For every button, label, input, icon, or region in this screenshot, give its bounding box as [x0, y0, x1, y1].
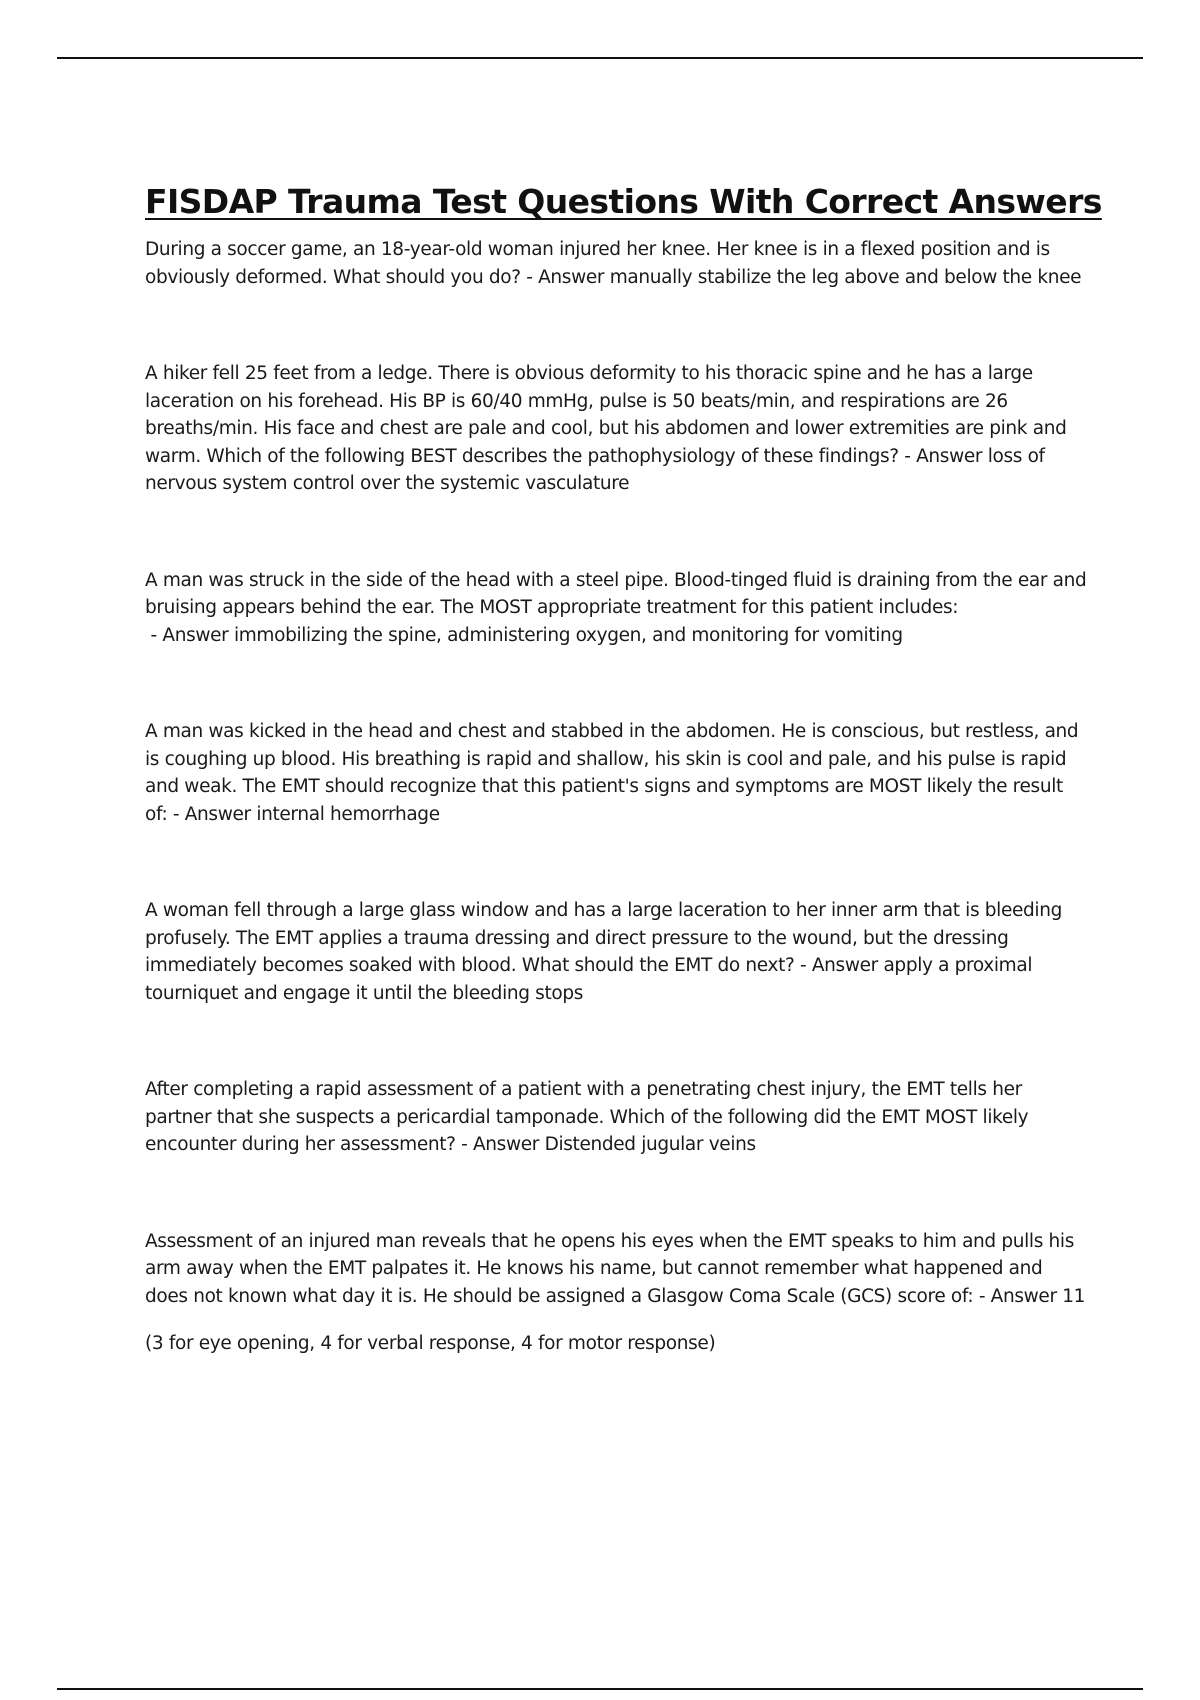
answer-separator: - Answer — [794, 955, 884, 976]
answer-separator: - Answer — [520, 266, 610, 288]
answer-separator: - Answer — [898, 445, 988, 467]
footer-divider — [57, 1688, 1143, 1690]
answer-text: 11 — [1062, 1285, 1086, 1307]
answer-text: loss of nervous system control over the systemic vasculature — [145, 445, 1045, 494]
qa-item-6 — [145, 1076, 1090, 1159]
answer-separator: - Answer — [145, 624, 234, 646]
qa-item-4 — [145, 718, 1090, 828]
header-divider — [57, 57, 1143, 59]
question-text: After completing a rapid assessment of a patient with a penetrating chest injury, the EMT tells her partner that she suspects a pericardial tamponade. Which of the following did the EMT MOST likely encounter during her assessment? — [145, 1079, 1029, 1155]
question-text: Assessment of an injured man reveals that he opens his eyes when the EMT speaks to him and pulls his arm away when the EMT palpates it. He knows his name, but cannot remember what happened and does not known what day it is. He should be assigned a Glasgow Coma Scale (GCS) score of: — [145, 1230, 1074, 1307]
question-text: A hiker fell 25 feet from a ledge. There is obvious deformity to his thoracic spine and he has a large laceration on his forehead. His BP is 60/40 mmHg, pulse is 50 beats/min, and respirations are 26 breaths/min. His face and chest are pale and cool, but his abdomen and lower extremities are pink and warm. Which of the following BEST describes the pathophysiology of these findings? — [145, 363, 1067, 467]
answer-text: internal hemorrhage — [256, 803, 440, 825]
answer-text: manually stabilize the leg above and below the knee — [609, 266, 1082, 288]
answer-text: Distended jugular veins — [544, 1134, 756, 1155]
answer-separator: - Answer — [167, 803, 257, 825]
question-text: A woman fell through a large glass window and has a large laceration to her inner arm that is bleeding profusely. The EMT applies a trauma dressing and direct pressure to the wound, but the dressing immediately becomes soaked with blood. What should the EMT do next? — [145, 900, 1062, 976]
document-body — [145, 178, 1102, 1376]
answer-separator: - Answer — [973, 1285, 1063, 1307]
answer-text: immobilizing the spine, administering oxygen, and monitoring for vomiting — [233, 624, 903, 646]
question-text: A man was kicked in the head and chest and stabbed in the abdomen. He is conscious, but restless, and is coughing up blood. His breathing is rapid and shallow, his skin is cool and pale, and his pulse is rapid and weak. The EMT should recognize that this patient's signs and symptoms are MOST likely the result of: — [145, 721, 1079, 825]
answer-text: apply a proximal tourniquet and engage it until the bleeding stops — [145, 955, 1033, 1004]
qa-item-7 — [145, 1228, 1090, 1311]
answer-separator: - Answer — [455, 1134, 545, 1155]
question-text: During a soccer game, an 18-year-old woman injured her knee. Her knee is in a flexed position and is obviously deformed. What should you do? — [145, 239, 1050, 288]
qa-item-1 — [145, 236, 1090, 291]
qa-list — [145, 236, 1090, 1310]
qa-item-5 — [145, 897, 1090, 1007]
gcs-breakdown-note: (3 for eye opening, 4 for verbal response, 4 for motor response) — [145, 1333, 716, 1354]
document-title: FISDAP Trauma Test Questions With Correct Answers — [145, 182, 1102, 221]
qa-item-3 — [145, 567, 1090, 650]
qa-item-2 — [145, 360, 1090, 498]
question-text: A man was struck in the side of the head with a steel pipe. Blood-tinged fluid is draining from the ear and bruising appears behind the ear. The MOST appropriate treatment for this patient includes: — [145, 569, 1087, 618]
